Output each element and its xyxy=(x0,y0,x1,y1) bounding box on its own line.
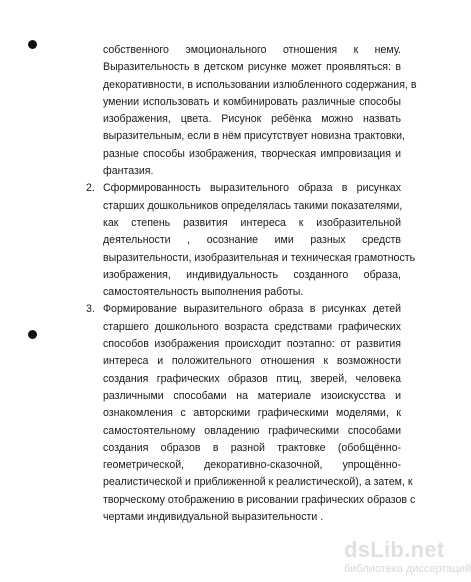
text-line: как степень развития интереса к изобразительной xyxy=(103,217,401,229)
text-line: ознакомления с авторскими графическими моделями, к xyxy=(103,407,401,419)
text-line: самостоятельность выполнения работы. xyxy=(103,286,304,298)
binding-hole xyxy=(28,330,37,339)
text-line: собственного эмоционального отношения к нему. xyxy=(103,44,401,56)
text-line: Сформированность выразительного образа в рисунках xyxy=(103,182,401,194)
text-line: геометрической, декоративно-сказочной, упрощённо- xyxy=(103,459,401,471)
text-line: умении использовать и комбинировать различные способы xyxy=(103,96,401,108)
text-line: изображения, цвета. Рисунок ребёнка можно назвать xyxy=(103,113,401,125)
text-line: чертами индивидуальной выразительности . xyxy=(103,511,324,523)
text-line: старших дошкольников определялась такими показателями, xyxy=(103,200,403,212)
text-line: выразительным, если в нём присутствует новизна трактовки, xyxy=(103,130,405,142)
text-line: различными способами на материале изоискусства и xyxy=(103,390,401,402)
text-line: Выразительность в детском рисунке может проявляться: в xyxy=(103,61,401,73)
text-line: создания графических образов птиц, зверей, человека xyxy=(103,373,401,385)
text-line: Формирование выразительного образа в рисунках детей xyxy=(103,303,401,315)
watermark-subtitle: библиотека диссертаций xyxy=(344,563,471,575)
text-line: фантазия. xyxy=(103,165,154,177)
list-number: 3. xyxy=(86,303,95,315)
text-line: выразительности, изобразительная и техническая грамотность xyxy=(103,252,416,264)
text-line: разные способы изображения, творческая импровизация и xyxy=(103,148,401,160)
text-line: творческому отображению в рисовании графических образов с xyxy=(103,494,416,506)
text-line: старшего дошкольного возраста средствами графических xyxy=(103,321,401,333)
text-line: создания образов в разной трактовке (обобщённо- xyxy=(103,442,401,454)
text-line: реалистической и приближенной к реалистической), а затем, к xyxy=(103,476,413,488)
list-number: 2. xyxy=(86,182,95,194)
text-line: декоративности, в использовании излюбленного содержания, в xyxy=(103,79,417,91)
binding-hole xyxy=(28,40,37,49)
watermark-logo-text: dsLib.net xyxy=(344,537,445,562)
dslib-watermark-logo xyxy=(344,537,471,578)
text-line: изображения, индивидуальность созданного образа, xyxy=(103,269,401,281)
text-line: интереса и положительного отношения к возможности xyxy=(103,355,401,367)
text-line: самостоятельному овладению графическими способами xyxy=(103,425,401,437)
text-line: способов изображения происходит поэтапно: от развития xyxy=(103,338,401,350)
text-line: деятельности , осознание ими разных средств xyxy=(103,234,401,246)
